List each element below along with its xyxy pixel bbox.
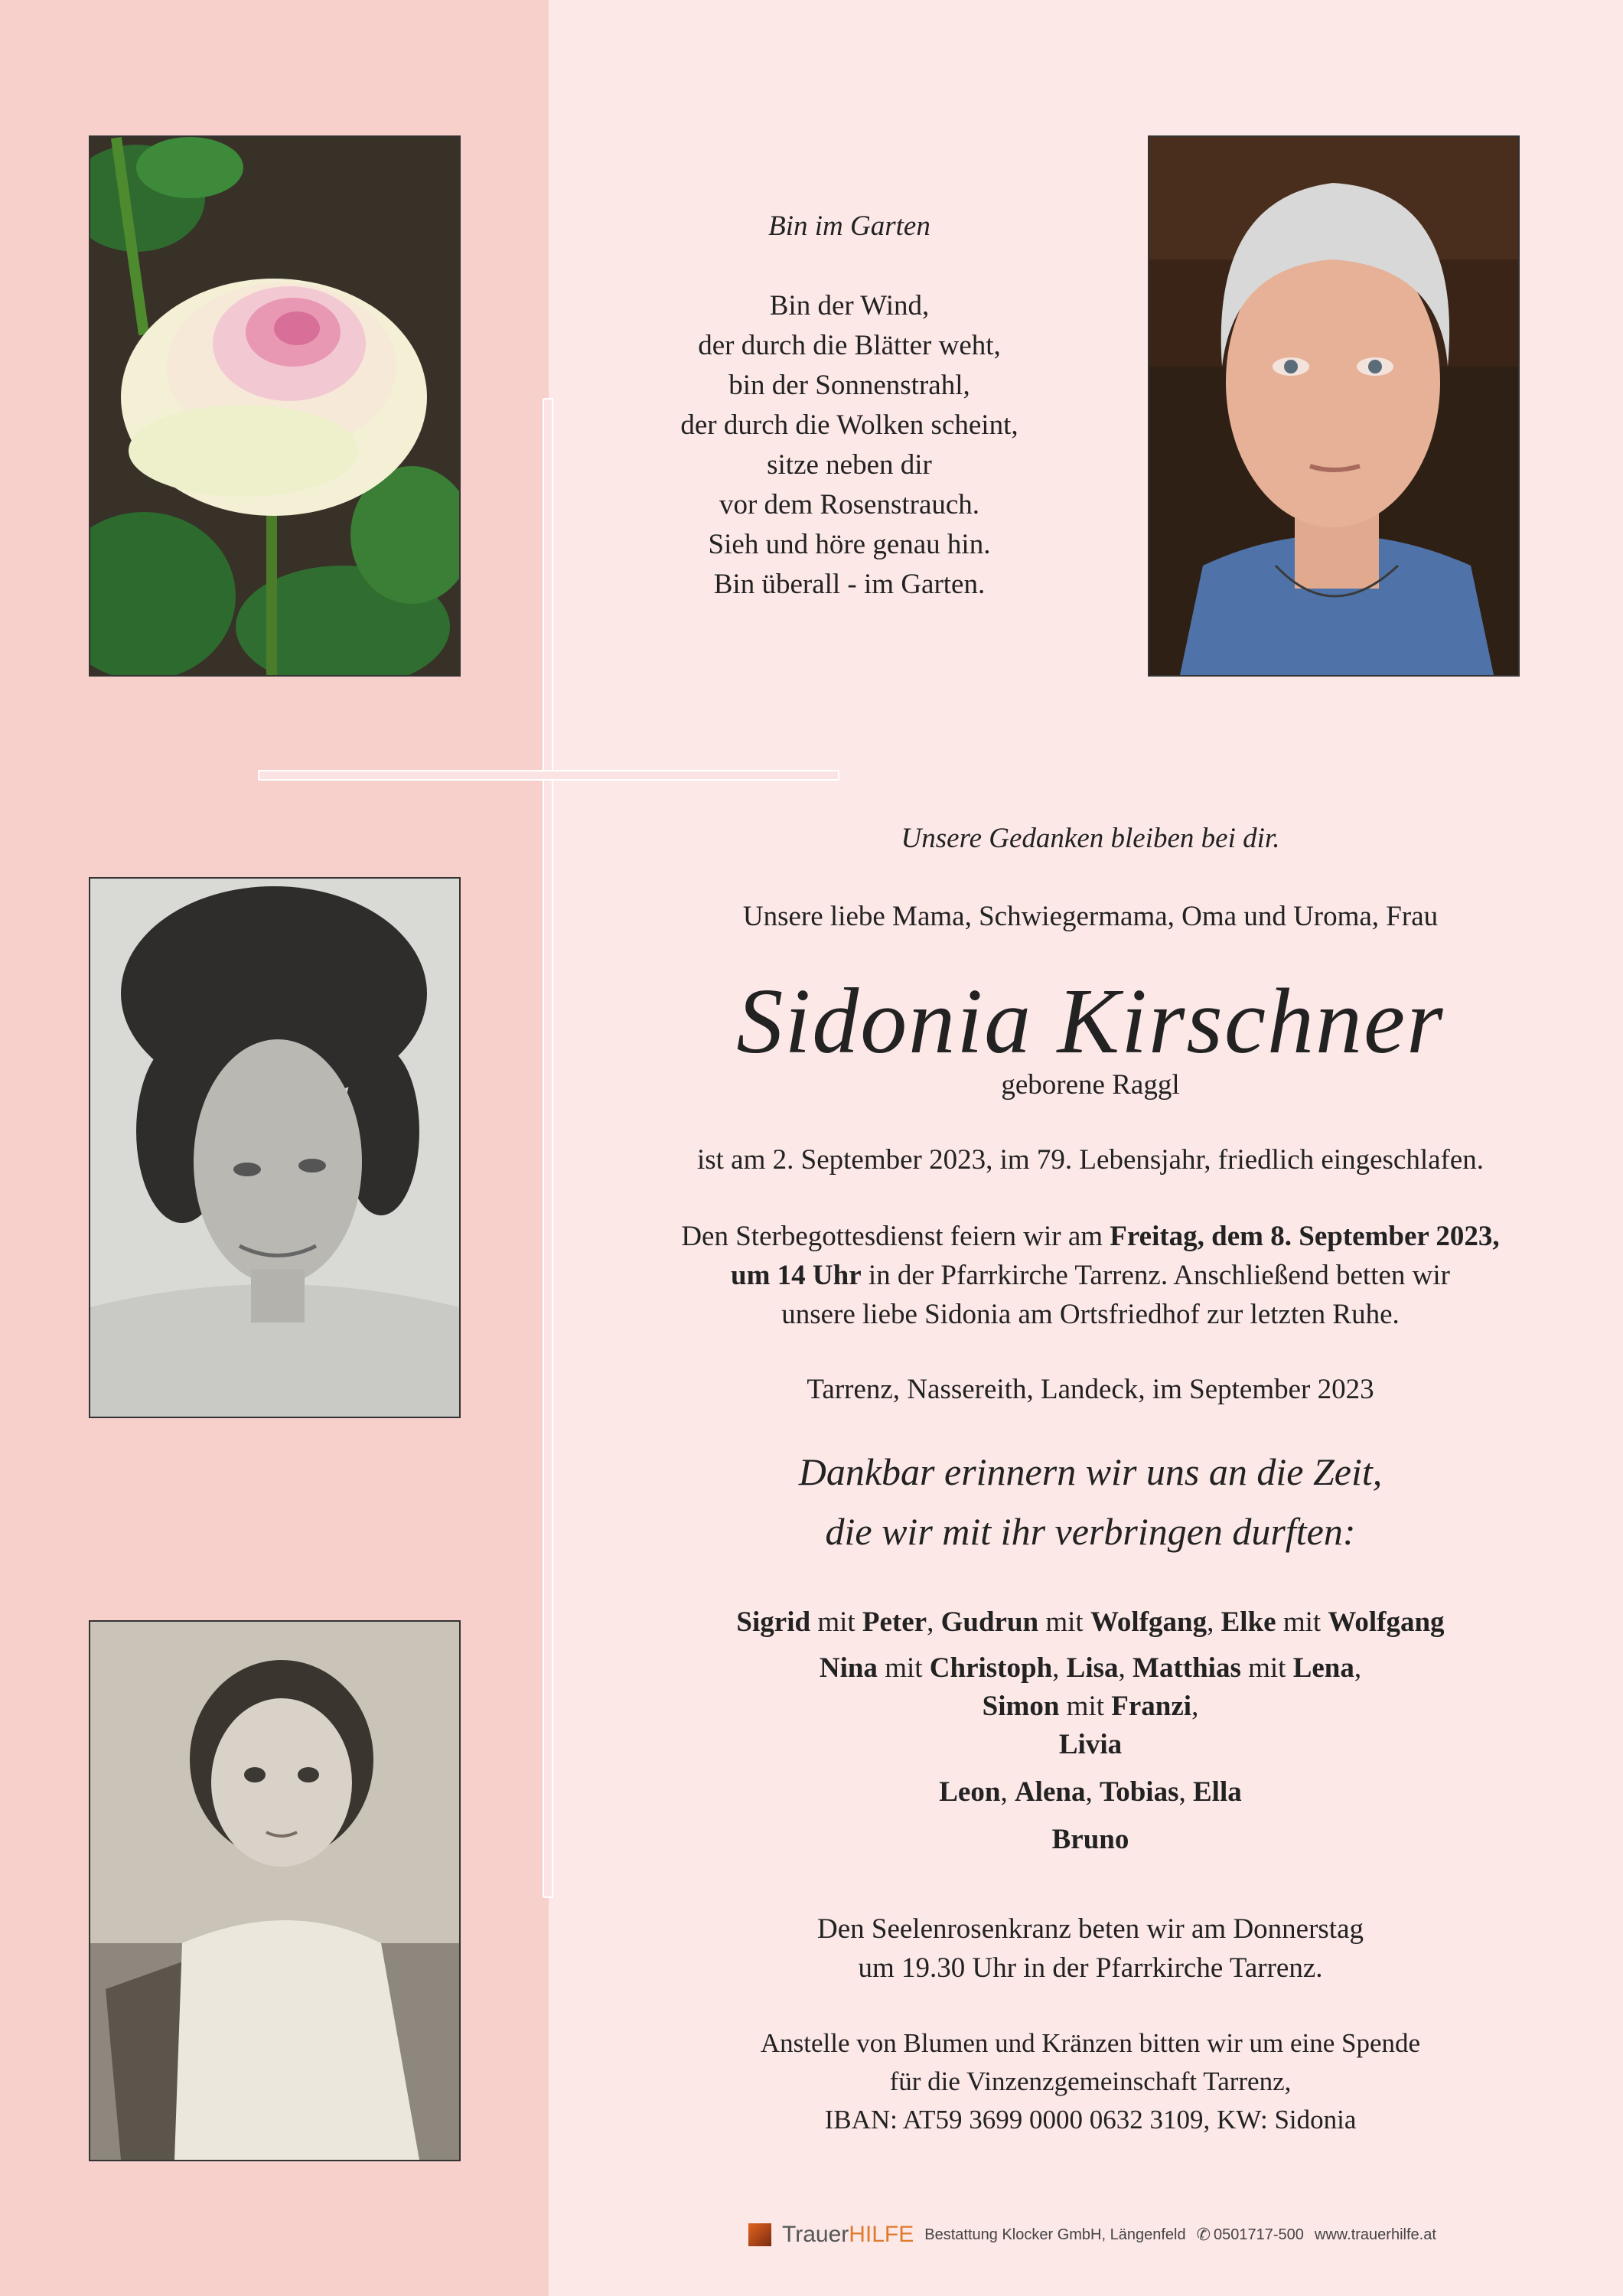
family-name: Elke: [1221, 1606, 1276, 1638]
family-list: [612, 1603, 1569, 1859]
place-date: Tarrenz, Nassereith, Landeck, im September 2023: [807, 1374, 1374, 1405]
family-line: [612, 1773, 1569, 1812]
brand-name-part: HILFE: [849, 2222, 914, 2247]
family-name: Wolfgang: [1090, 1606, 1207, 1638]
poem-line: bin der Sonnenstrahl,: [728, 370, 970, 401]
family-line: [612, 1603, 1569, 1642]
website-link[interactable]: www.trauerhilfe.at: [1314, 2226, 1436, 2243]
poem-line: Bin der Wind,: [769, 290, 930, 321]
service-text: in der Pfarrkirche Tarrenz. Anschließend betten wir: [861, 1260, 1450, 1291]
family-connector: ,: [1178, 1776, 1193, 1808]
family-name: Lena: [1292, 1652, 1354, 1684]
service-date: Freitag, dem 8. September 2023,: [1110, 1221, 1500, 1252]
portrait-child-photo: [89, 1620, 461, 2161]
brand-name: [782, 2222, 914, 2248]
donation-line: Anstelle von Blumen und Kränzen bitten wir um eine Spende: [760, 2028, 1421, 2058]
motto: Unsere Gedanken bleiben bei dir.: [901, 823, 1280, 854]
family-connector: mit: [1240, 1652, 1293, 1684]
family-name: Peter: [862, 1606, 927, 1638]
service-time: um 14 Uhr: [731, 1260, 862, 1291]
cross-horizontal-bar: [258, 770, 839, 781]
poem-line: der durch die Wolken scheint,: [680, 409, 1018, 441]
family-name: Franzi: [1111, 1691, 1192, 1722]
family-name: Sigrid: [736, 1606, 811, 1638]
rosary-notice: [612, 1910, 1569, 1988]
family-name: Leon: [939, 1776, 1001, 1808]
family-line: [612, 1726, 1569, 1764]
family-name: Lisa: [1066, 1652, 1119, 1684]
family-connector: mit: [1038, 1606, 1090, 1638]
thanks-line: die wir mit ihr verbringen durften:: [825, 1510, 1356, 1553]
poem-line: der durch die Blätter weht,: [698, 330, 1001, 361]
service-text: unsere liebe Sidonia am Ortsfriedhof zur letzten Ruhe.: [781, 1299, 1400, 1330]
family-name: Bruno: [1051, 1824, 1129, 1855]
funeral-service: [612, 1217, 1569, 1334]
family-connector: mit: [810, 1606, 862, 1638]
thanks-verse: [612, 1442, 1569, 1561]
portrait-elderly-photo: [1148, 135, 1520, 677]
rosary-line: um 19.30 Uhr in der Pfarrkirche Tarrenz.: [858, 1952, 1323, 1984]
family-name: Gudrun: [940, 1606, 1039, 1638]
family-line: [612, 1688, 1569, 1726]
family-connector: ,: [1000, 1776, 1015, 1808]
family-line: [612, 1649, 1569, 1688]
family-connector: ,: [927, 1606, 941, 1638]
poem: [635, 207, 1064, 605]
family-name: Wolfgang: [1328, 1606, 1445, 1638]
trauerhilfe-logo-icon: [748, 2223, 771, 2246]
rosary-line: Den Seelenrosenkranz beten wir am Donnerstag: [816, 1913, 1364, 1945]
donation-iban: IBAN: AT59 3699 0000 0632 3109, KW: Sidonia: [824, 2105, 1357, 2135]
brand-name-part: Trauer: [782, 2222, 849, 2247]
footer: [748, 2219, 1521, 2250]
family-connector: mit: [1059, 1691, 1112, 1722]
intro-line: Unsere liebe Mama, Schwiegermama, Oma und Uroma, Frau: [742, 901, 1439, 932]
donation-line: für die Vinzenzgemeinschaft Tarrenz,: [889, 2066, 1292, 2096]
phone-number: 0501717-500: [1214, 2226, 1304, 2243]
family-connector: ,: [1207, 1606, 1221, 1638]
family-name: Simon: [982, 1691, 1060, 1722]
death-statement: ist am 2. September 2023, im 79. Lebensjahr, friedlich eingeschlafen.: [696, 1144, 1484, 1176]
family-connector: ,: [1085, 1776, 1100, 1808]
family-connector: ,: [1191, 1691, 1199, 1722]
company-name: Bestattung Klocker GmbH, Längenfeld: [924, 2226, 1186, 2243]
family-connector: ,: [1052, 1652, 1067, 1684]
birth-name: geborene Raggl: [1001, 1069, 1180, 1101]
family-connector: ,: [1354, 1652, 1362, 1684]
family-line: [612, 1821, 1569, 1859]
family-name: Nina: [819, 1652, 878, 1684]
family-connector: mit: [877, 1652, 930, 1684]
family-name: Alena: [1014, 1776, 1086, 1808]
thanks-line: Dankbar erinnern wir uns an die Zeit,: [798, 1450, 1383, 1493]
family-connector: ,: [1118, 1652, 1133, 1684]
cross-vertical-bar: [543, 398, 553, 1898]
poem-line: sitze neben dir: [767, 449, 932, 481]
poem-line: vor dem Rosenstrauch.: [719, 489, 980, 520]
rose-photo: [89, 135, 461, 677]
family-name: Tobias: [1099, 1776, 1179, 1808]
family-name: Livia: [1058, 1729, 1123, 1760]
family-name: Ella: [1192, 1776, 1242, 1808]
donation-notice: [612, 2024, 1569, 2139]
phone-icon: ✆: [1196, 2225, 1211, 2244]
portrait-young-woman-photo: [89, 877, 461, 1418]
service-text: Den Sterbegottesdienst feiern wir am: [681, 1221, 1110, 1252]
family-name: Christoph: [929, 1652, 1053, 1684]
family-connector: mit: [1276, 1606, 1328, 1638]
poem-line: Bin überall - im Garten.: [713, 569, 986, 600]
family-name: Matthias: [1133, 1652, 1241, 1684]
poem-line: Sieh und höre genau hin.: [708, 529, 991, 560]
deceased-name: Sidonia Kirschner: [736, 970, 1445, 1073]
poem-title: Bin im Garten: [768, 210, 930, 242]
